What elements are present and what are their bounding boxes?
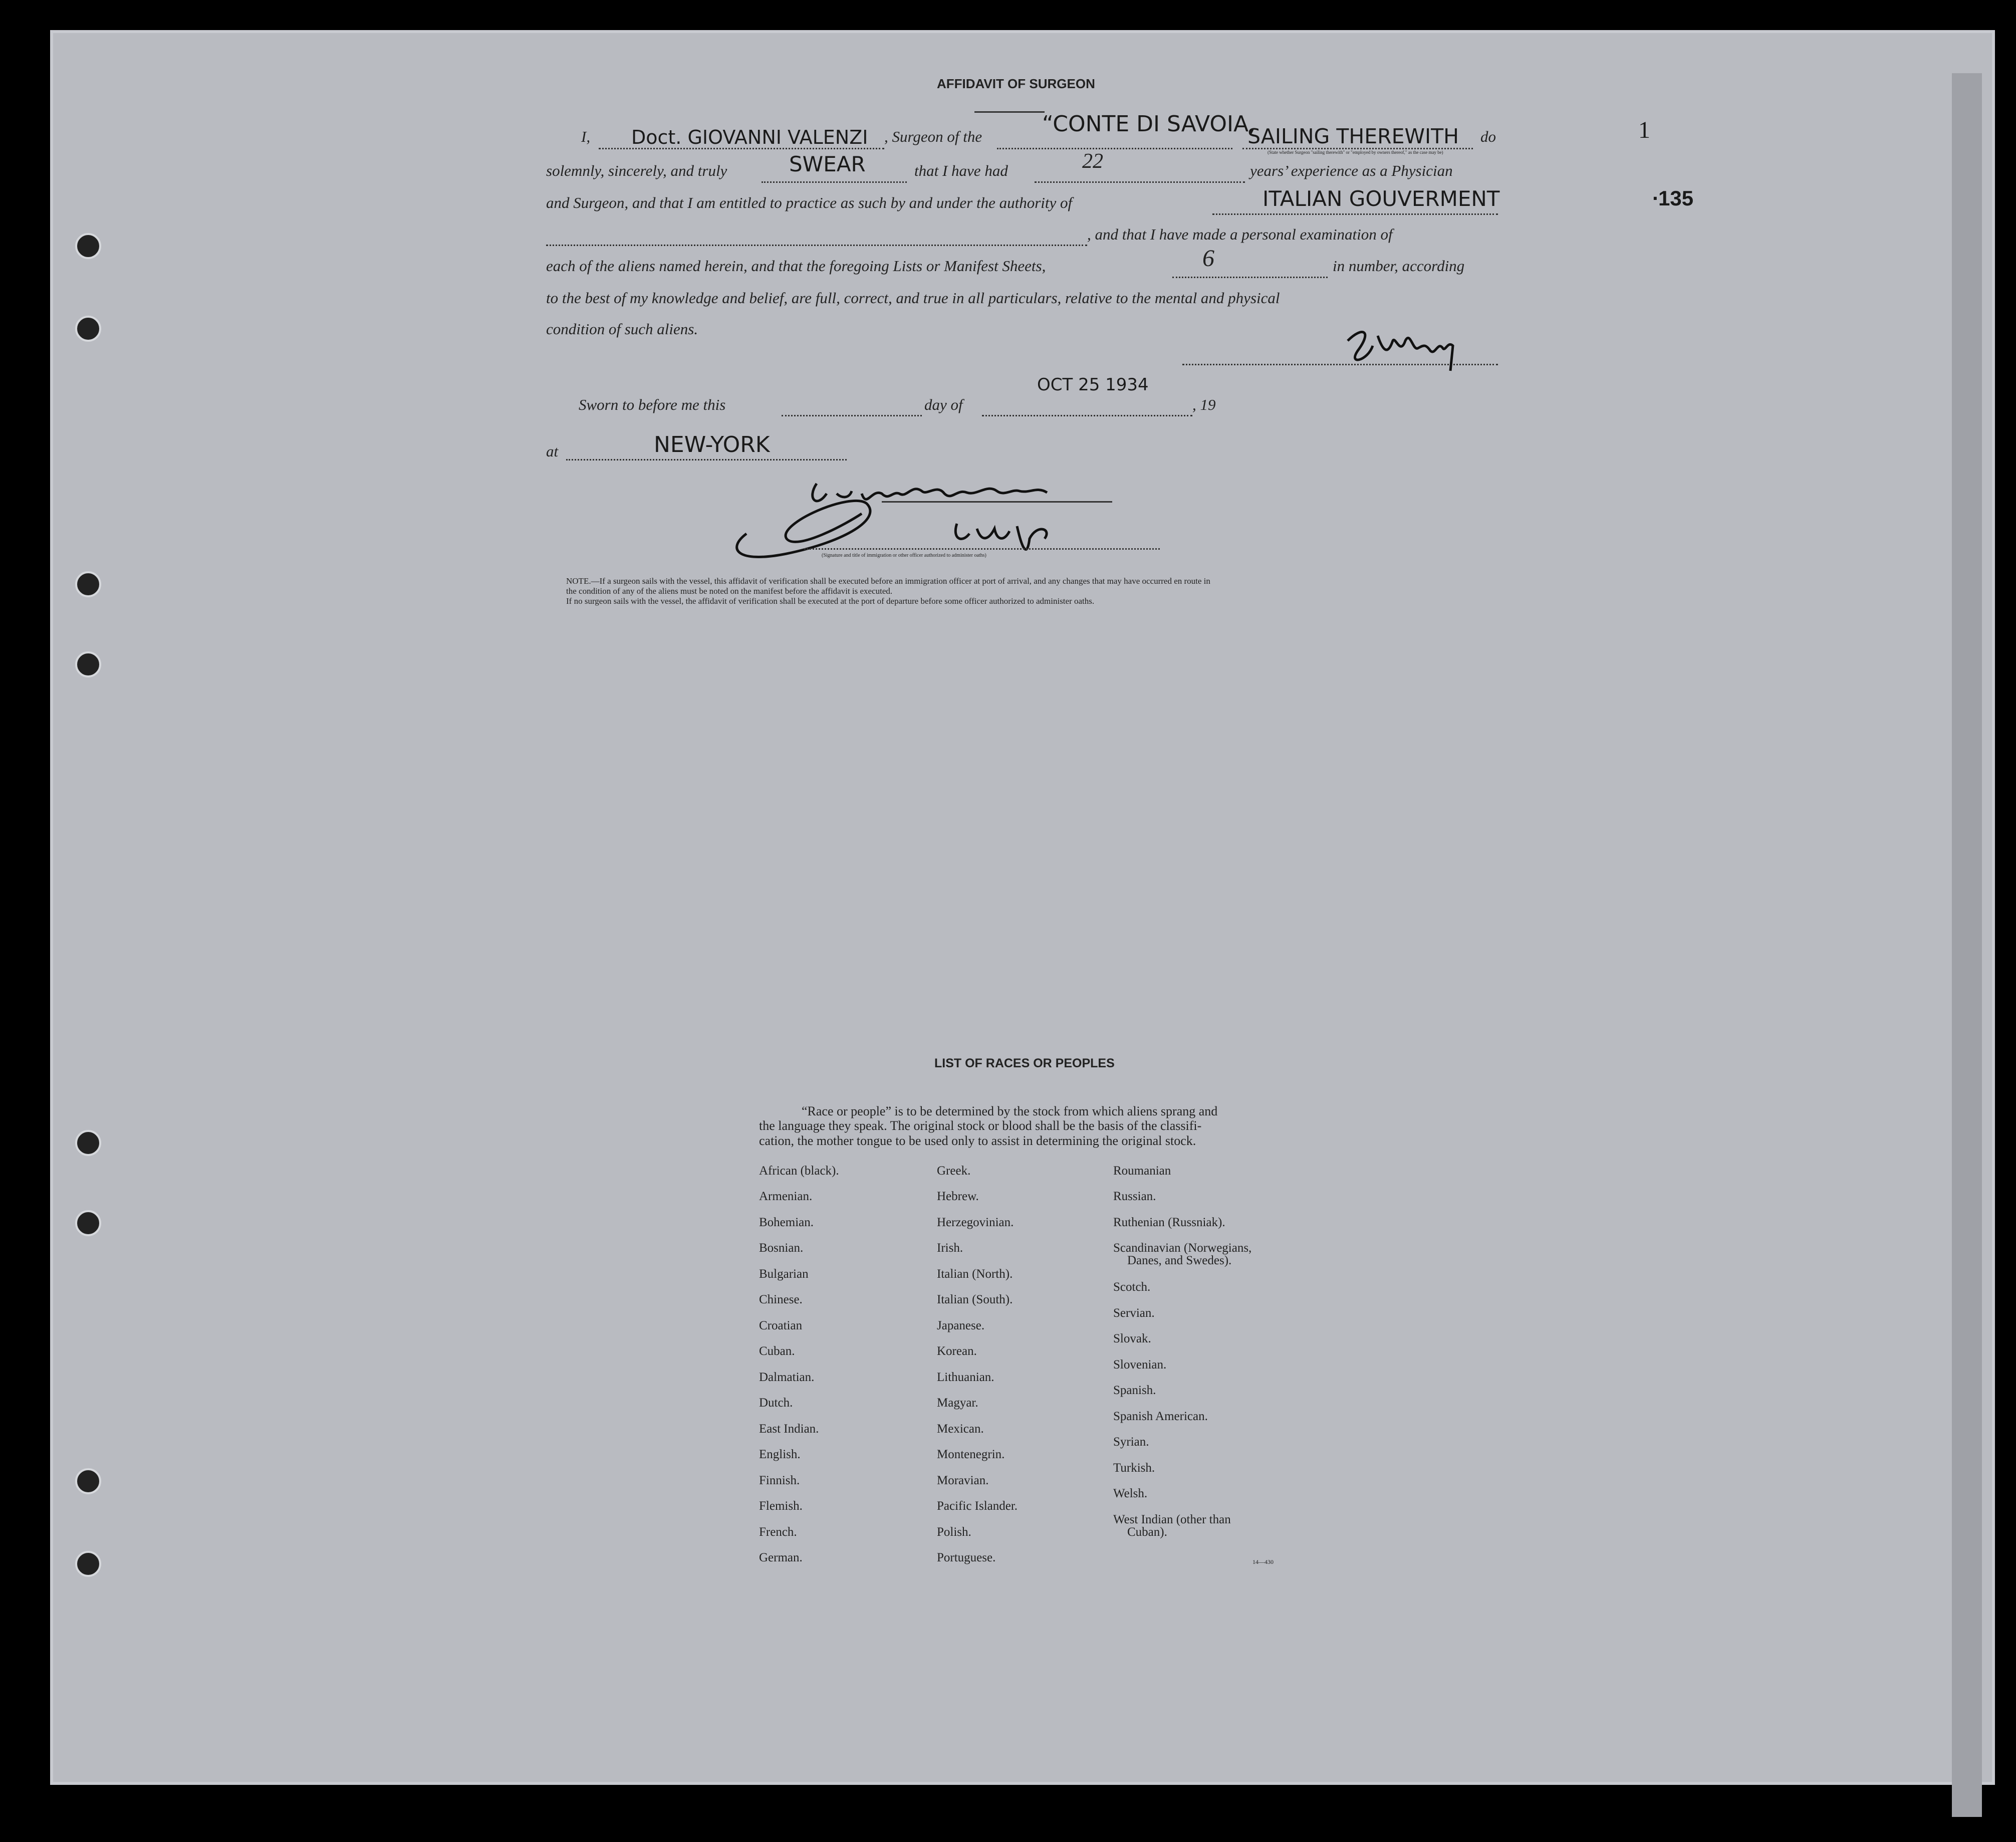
line2-solemnly: solemnly, sincerely, and truly — [546, 162, 727, 179]
swear: SWEAR — [789, 152, 866, 176]
race-item: Mexican. — [937, 1422, 984, 1436]
punch-hole — [75, 1210, 101, 1236]
race-item: Chinese. — [759, 1293, 803, 1306]
ship-name-line — [997, 148, 1232, 149]
punch-hole — [75, 1130, 101, 1156]
punch-hole — [75, 1468, 101, 1494]
race-item: French. — [759, 1525, 797, 1539]
sworn-19: , 19 — [1192, 396, 1216, 413]
race-item: Cuban. — [759, 1344, 795, 1358]
race-item: Spanish American. — [1113, 1410, 1208, 1423]
race-item: Ruthenian (Russniak). — [1113, 1216, 1225, 1229]
race-item: Russian. — [1113, 1190, 1156, 1203]
race-item: Dalmatian. — [759, 1370, 815, 1384]
races-intro-2: the language they speak. The original stock or blood shall be the basis of the classifi- — [759, 1118, 1202, 1133]
line1-surgeon-of: , Surgeon of the — [884, 128, 982, 145]
line5-in-number: in number, according — [1333, 257, 1465, 275]
surgeon-signature — [1343, 321, 1473, 381]
sworn-to: Sworn to before me this — [579, 396, 726, 413]
years-value: 22 — [1082, 150, 1103, 173]
race-item: Scandinavian (Norwegians, — [1113, 1241, 1252, 1255]
margin-dot: · — [1652, 186, 1659, 210]
race-item: Turkish. — [1113, 1461, 1155, 1475]
race-item: Magyar. — [937, 1396, 978, 1410]
punch-hole — [75, 1551, 101, 1577]
race-item: Syrian. — [1113, 1435, 1149, 1449]
race-item: Dutch. — [759, 1396, 793, 1410]
date-stamp: OCT 25 1934 — [1037, 375, 1149, 395]
race-item: Lithuanian. — [937, 1370, 994, 1384]
note-line-2: the condition of any of the aliens must be noted on the manifest before the affidavit is executed. — [566, 586, 893, 596]
line1-instruction: (State whether Surgeon "sailing therewith" or "employed by owners thereof," as the case may be) — [1268, 150, 1443, 155]
officer-signature-line-1 — [882, 501, 1112, 503]
authority-value: ITALIAN GOUVERMENT — [1263, 186, 1500, 211]
race-item: West Indian (other than — [1113, 1513, 1231, 1526]
sheets-line — [1172, 277, 1328, 278]
sworn-day-of: day of — [924, 396, 963, 413]
line2-years-exp: years’ experience as a Physician — [1250, 162, 1453, 179]
margin-page-number: 135 — [1658, 186, 1694, 210]
sailing-therewith: SAILING THEREWITH — [1247, 124, 1459, 148]
race-item: Hebrew. — [937, 1190, 979, 1203]
line1-do: do — [1480, 128, 1496, 145]
surgeon-name: Doct. GIOVANNI VALENZI — [631, 126, 868, 148]
race-item: Italian (South). — [937, 1293, 1013, 1306]
race-item: Portuguese. — [937, 1551, 996, 1564]
sworn-month-line — [982, 415, 1192, 416]
race-item: Slovenian. — [1113, 1358, 1167, 1371]
race-item: Korean. — [937, 1344, 977, 1358]
at-label: at — [546, 442, 559, 460]
race-item: English. — [759, 1448, 801, 1461]
swear-line — [762, 181, 907, 183]
race-item: Flemish. — [759, 1499, 803, 1513]
line5-aliens: each of the aliens named herein, and that the foregoing Lists or Manifest Sheets, — [546, 257, 1046, 275]
form-number: 14—430 — [1252, 1558, 1274, 1565]
races-intro-1: “Race or people” is to be determined by the stock from which aliens sprang and — [802, 1104, 1218, 1118]
authority-continued-line — [546, 245, 1087, 246]
race-item: Servian. — [1113, 1306, 1155, 1320]
race-item: Polish. — [937, 1525, 971, 1539]
race-item: Finnish. — [759, 1474, 800, 1487]
place-value: NEW-YORK — [654, 432, 770, 457]
race-item: African (black). — [759, 1164, 839, 1178]
punch-hole — [75, 233, 101, 259]
page-edge — [1952, 73, 1982, 1817]
races-title: LIST OF RACES OR PEOPLES — [934, 1056, 1115, 1070]
race-item: Armenian. — [759, 1190, 813, 1203]
race-item: Bohemian. — [759, 1216, 814, 1229]
ship-name: “CONTE DI SAVOIA, — [1042, 111, 1256, 137]
years-line — [1035, 181, 1245, 183]
note-line-1: NOTE.—If a surgeon sails with the vessel, this affidavit of verification shall be executed before an immigration officer at port of arrival, and any changes that may have occurred en route in — [566, 576, 1210, 586]
race-item: Roumanian — [1113, 1164, 1171, 1178]
race-item: Moravian. — [937, 1474, 989, 1487]
authority-line — [1212, 213, 1498, 215]
race-item: Spanish. — [1113, 1384, 1156, 1397]
race-item: Irish. — [937, 1241, 963, 1255]
line2-have-had: that I have had — [914, 162, 1008, 179]
race-item: Welsh. — [1113, 1487, 1148, 1500]
race-item: Herzegovinian. — [937, 1216, 1014, 1229]
punch-hole — [75, 316, 101, 342]
race-item: Croatian — [759, 1319, 803, 1332]
officer-signature-caption: (Signature and title of immigration or other officer authorized to administer oaths) — [822, 553, 986, 558]
race-item: Danes, and Swedes). — [1127, 1254, 1232, 1267]
title-rule — [974, 111, 1045, 113]
race-item: Cuban). — [1127, 1525, 1167, 1539]
race-item: Montenegrin. — [937, 1448, 1005, 1461]
line3-authority: and Surgeon, and that I am entitled to practice as such by and under the authority of — [546, 194, 1073, 211]
line4-examination: , and that I have made a personal examination of — [1087, 225, 1393, 243]
race-item: Greek. — [937, 1164, 971, 1178]
punch-hole — [75, 571, 101, 597]
race-item: Bosnian. — [759, 1241, 804, 1255]
sworn-day-line — [782, 415, 922, 416]
race-item: Pacific Islander. — [937, 1499, 1018, 1513]
affidavit-title: AFFIDAVIT OF SURGEON — [937, 76, 1095, 91]
race-item: Japanese. — [937, 1319, 985, 1332]
place-line — [566, 459, 847, 460]
line1-i: I, — [581, 128, 591, 145]
race-item: Bulgarian — [759, 1267, 809, 1281]
race-item: Scotch. — [1113, 1280, 1151, 1294]
sheets-value: 6 — [1202, 245, 1214, 272]
officer-signature-line-2 — [804, 548, 1160, 550]
line7-condition: condition of such aliens. — [546, 320, 698, 338]
race-item: German. — [759, 1551, 803, 1564]
punch-hole — [75, 651, 101, 677]
margin-mark: 1 — [1638, 117, 1650, 143]
note-line-3: If no surgeon sails with the vessel, the affidavit of verification shall be executed at the port of departure before some officer authorized to administer oaths. — [566, 596, 1095, 606]
race-item: Italian (North). — [937, 1267, 1013, 1281]
line6-knowledge: to the best of my knowledge and belief, are full, correct, and true in all particulars, relative to the mental and physical — [546, 289, 1280, 307]
races-intro-3: cation, the mother tongue to be used only to assist in determining the original stock. — [759, 1133, 1196, 1148]
race-item: East Indian. — [759, 1422, 819, 1436]
race-item: Slovak. — [1113, 1332, 1151, 1345]
